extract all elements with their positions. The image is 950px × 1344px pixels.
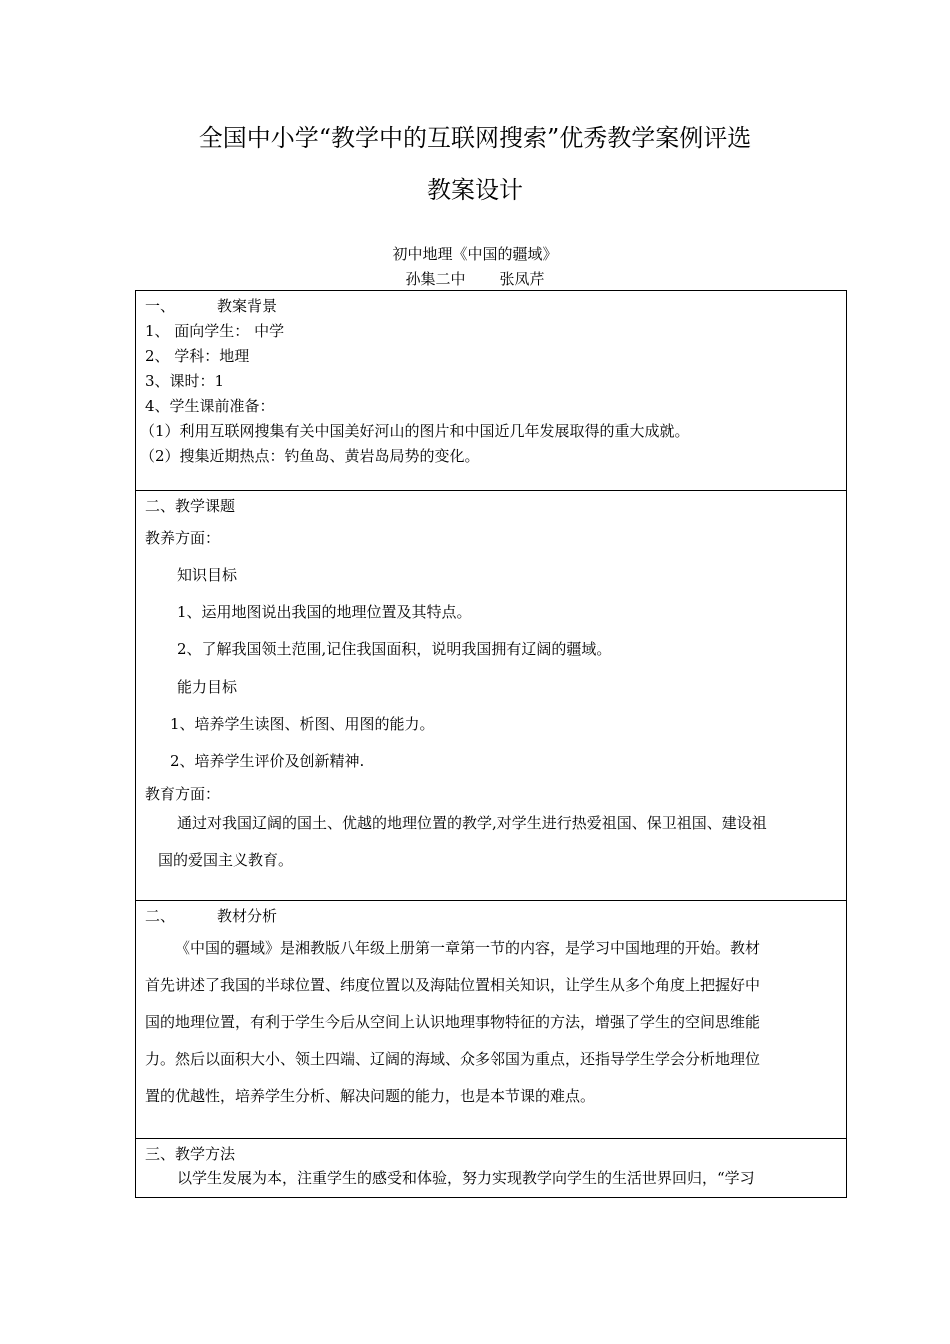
list-item: 1、 面向学生： 中学 (145, 322, 285, 340)
list-item: （1）利用互联网搜集有关中国美好河山的图片和中国近几年发展取得的重大成就。 (140, 422, 690, 440)
section-heading (145, 905, 277, 926)
page-subtitle: 教案设计 (427, 176, 523, 204)
paragraph-line: 国的爱国主义教育。 (158, 851, 294, 869)
paragraph-line: 以学生发展为本，注重学生的感受和体验，努力实现教学向学生的生活世界回归，“学习 (177, 1169, 755, 1187)
section-heading (145, 295, 277, 316)
list-item: 3、课时：1 (145, 372, 225, 390)
page-title: 全国中小学“教学中的互联网搜索”优秀教学案例评选 (198, 124, 752, 152)
goal-heading: 能力目标 (177, 678, 238, 696)
goal-heading: 知识目标 (177, 566, 238, 584)
section-material-analysis (135, 900, 847, 1138)
list-item: （2）搜集近期热点：钓鱼岛、黄岩岛局势的变化。 (140, 447, 480, 465)
author-line (0, 268, 950, 289)
subsection-title: 教养方面： (145, 529, 221, 547)
paragraph-line: 力。然后以面积大小、领土四端、辽阔的海域、众多邻国为重点，还指导学生学会分析地理位 (145, 1050, 761, 1068)
goal-item: 1、培养学生读图、析图、用图的能力。 (170, 715, 435, 733)
paragraph-line: 《中国的疆域》是湘教版八年级上册第一章第一节的内容，是学习中国地理的开始。教材 (175, 939, 761, 957)
goal-item: 1、运用地图说出我国的地理位置及其特点。 (177, 603, 472, 621)
list-item: 4、学生课前准备： (145, 397, 275, 415)
course-title: 初中地理《中国的疆域》 (392, 245, 558, 263)
section-topic (135, 490, 847, 900)
section-title: 三、教学方法 (145, 1145, 236, 1163)
section-title: 二、教学课题 (145, 497, 236, 515)
subsection-title: 教育方面： (145, 785, 221, 803)
paragraph-line: 国的地理位置，有利于学生今后从空间上认识地理事物特征的方法，增强了学生的空间思维能 (145, 1013, 761, 1031)
section-teaching-method (135, 1138, 847, 1198)
school-name: 孙集二中 (405, 270, 466, 288)
paragraph-line: 首先讲述了我国的半球位置、纬度位置以及海陆位置相关知识，让学生从多个角度上把握好中 (145, 976, 761, 994)
section-background (135, 290, 847, 490)
section-number: 二、 (145, 907, 176, 925)
section-title: 教案背景 (217, 297, 278, 315)
section-title: 教材分析 (217, 907, 278, 925)
goal-item: 2、培养学生评价及创新精神. (170, 752, 365, 770)
teacher-name: 张凤芹 (499, 270, 545, 288)
paragraph-line: 通过对我国辽阔的国土、优越的地理位置的教学,对学生进行热爱祖国、保卫祖国、建设祖 (177, 814, 767, 832)
section-number: 一、 (145, 297, 176, 315)
goal-item: 2、了解我国领土范围,记住我国面积，说明我国拥有辽阔的疆域。 (177, 640, 612, 658)
paragraph-line: 置的优越性，培养学生分析、解决问题的能力，也是本节课的难点。 (145, 1087, 596, 1105)
list-item: 2、 学科：地理 (145, 347, 250, 365)
